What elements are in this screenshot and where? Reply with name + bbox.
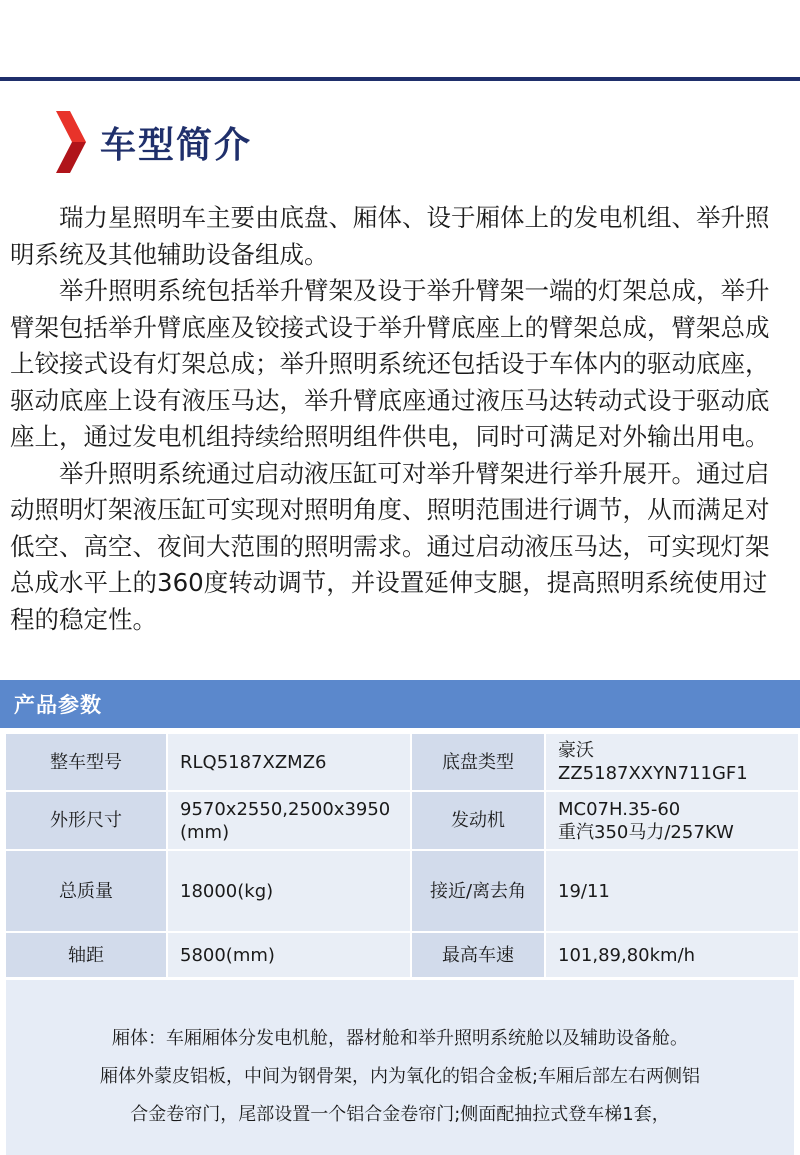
params-title: 产品参数 (14, 693, 102, 717)
description-box (6, 980, 794, 1155)
description-line: 厢体：车厢厢体分发电机舱，器材舱和举升照明系统舱以及辅助设备舱。 (112, 1028, 688, 1049)
spec-value (168, 792, 410, 849)
spec-value: 19/11 (546, 851, 798, 931)
spec-label: 总质量 (6, 851, 166, 931)
spec-value-line: (mm) (180, 821, 230, 843)
spec-value (546, 734, 798, 790)
chevron-right-icon (56, 111, 86, 173)
intro-text (10, 200, 790, 638)
spec-label: 接近/离去角 (412, 851, 544, 931)
description-line: 合金卷帘门，尾部设置一个铝合金卷帘门;侧面配抽拉式登车梯1套， (130, 1104, 670, 1125)
spec-value-line: 豪沃 (558, 740, 594, 761)
spec-label: 整车型号 (6, 734, 166, 790)
spec-value-line: ZZ5187XXYN711GF1 (558, 763, 748, 784)
params-header-bar (0, 680, 800, 728)
table-row (6, 851, 798, 931)
spec-value (546, 792, 798, 849)
spec-table (4, 732, 800, 979)
spec-value: 101,89,80km/h (546, 933, 798, 977)
spec-label: 轴距 (6, 933, 166, 977)
intro-paragraph: 举升照明系统通过启动液压缸可对举升臂架进行举升展开。通过启动照明灯架液压缸可实现对照明角度、照明范围进行调节，从而满足对低空、高空、夜间大范围的照明需求。通过启动液压马达，可实现灯架总成水平上的360度转动调节，并设置延伸支腿，提高照明系统使用过程的稳定性。 (10, 458, 770, 634)
spec-label: 发动机 (412, 792, 544, 849)
description-line: 厢体外蒙皮铝板，中间为钢骨架，内为氧化的铝合金板;车厢后部左右两侧铝 (99, 1066, 701, 1087)
spec-value: 5800(mm) (168, 933, 410, 977)
top-rule (0, 77, 800, 81)
spec-label: 最高车速 (412, 933, 544, 977)
spec-label: 外形尺寸 (6, 792, 166, 849)
spec-value-line: MC07H.35-60 (558, 798, 681, 820)
description-text (6, 1020, 794, 1134)
table-row (6, 734, 798, 790)
spec-value: 18000(kg) (168, 851, 410, 931)
section-title: 车型简介 (100, 124, 253, 166)
spec-value-line: 9570x2550,2500x3950 (180, 798, 391, 820)
spec-value: RLQ5187XZMZ6 (168, 734, 410, 790)
table-row (6, 792, 798, 849)
spec-value-line: 重汽350马力/257KW (558, 821, 734, 843)
intro-paragraph: 举升照明系统包括举升臂架及设于举升臂架一端的灯架总成，举升臂架包括举升臂底座及铰接式设于举升臂底座上的臂架总成，臂架总成上铰接式设有灯架总成；举升照明系统还包括设于车体内的驱动底座，驱动底座上设有液压马达，举升臂底座通过液压马达转动式设于驱动底座上，通过发电机组持续给照明组件供电，同时可满足对外输出用电。 (10, 276, 770, 451)
spec-label: 底盘类型 (412, 734, 544, 790)
section-header (56, 110, 252, 174)
intro-paragraph: 瑞力星照明车主要由底盘、厢体、设于厢体上的发电机组、举升照明系统及其他辅助设备组成。 (10, 203, 770, 269)
table-row (6, 933, 798, 977)
